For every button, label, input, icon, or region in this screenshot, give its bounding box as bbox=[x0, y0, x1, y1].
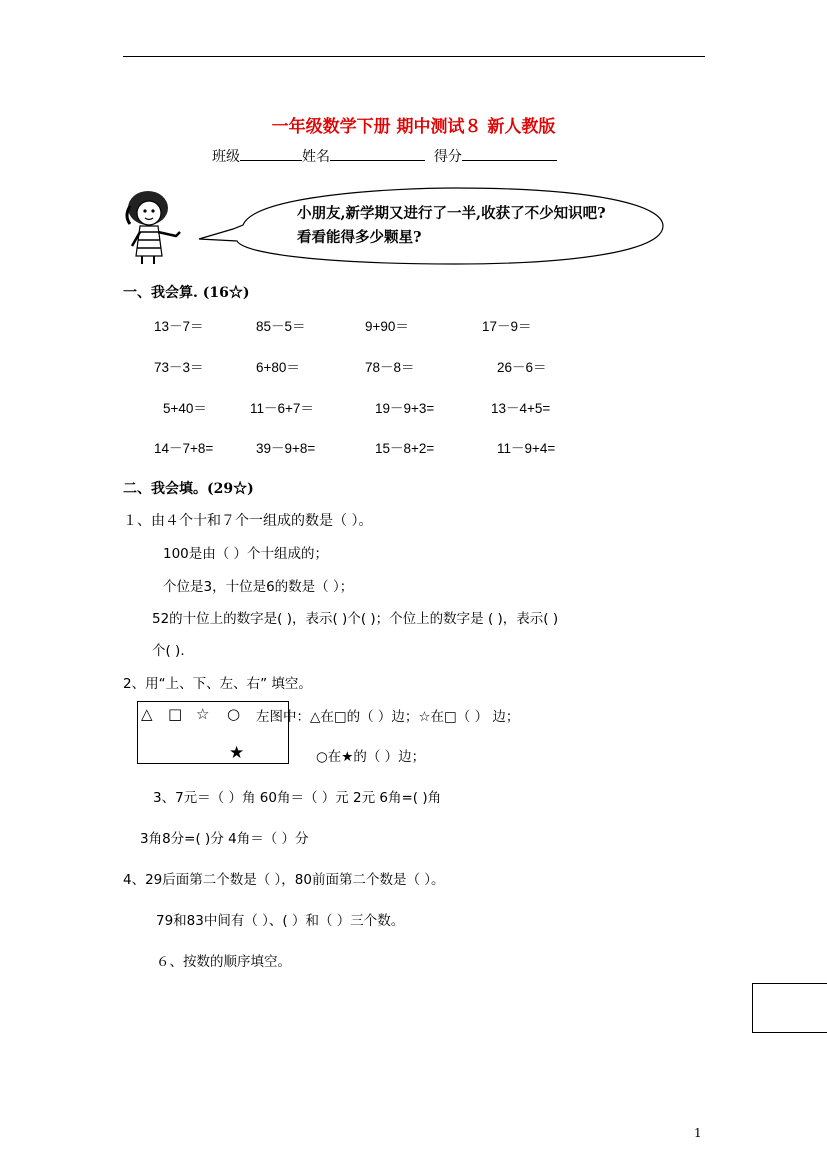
calc-item: 11－6+7＝ bbox=[250, 401, 314, 416]
triangle-icon: △ bbox=[141, 705, 153, 723]
question-1c: 52的十位上的数字是( )，表示( )个( )；个位上的数字是 ( )，表示( ) bbox=[152, 611, 559, 627]
question-2-line1: 左图中：△在□的（ ）边；☆在□（ ） 边； bbox=[256, 709, 520, 725]
score-corner-box bbox=[752, 983, 827, 1033]
calc-item: 11－9+4= bbox=[497, 441, 556, 456]
page-title: 一年级数学下册 期中测试８ 新人教版 bbox=[271, 117, 556, 137]
question-1d: 个( ). bbox=[152, 643, 185, 659]
calc-item: 73－3＝ bbox=[154, 360, 204, 375]
name-blank bbox=[330, 146, 425, 161]
question-2-line2: ○在★的（ ）边； bbox=[316, 749, 426, 765]
circle-icon: ○ bbox=[227, 705, 241, 723]
calc-item: 9+90＝ bbox=[365, 319, 409, 334]
page-number: 1 bbox=[694, 1126, 702, 1140]
question-4: 4、29后面第二个数是（ ），80前面第二个数是（ ）。 bbox=[123, 872, 445, 888]
question-3: 3、7元＝（ ）角 60角＝（ ）元 2元 6角=( )角 bbox=[153, 790, 442, 806]
calc-item: 17－9＝ bbox=[482, 319, 532, 334]
question-1a: 100是由（ ）个十组成的； bbox=[163, 546, 329, 562]
calc-item: 13－4+5= bbox=[491, 401, 551, 416]
calc-item: 14－7+8= bbox=[154, 441, 214, 456]
calc-item: 19－9+3= bbox=[375, 401, 435, 416]
question-6: ６、按数的顺序填空。 bbox=[156, 954, 291, 970]
square-icon: □ bbox=[168, 705, 183, 723]
question-4b: 79和83中间有（ ）、( ）和（ ）三个数。 bbox=[156, 913, 405, 929]
section2-heading: 二、我会填。(29☆) bbox=[123, 481, 254, 497]
calc-item: 85－5＝ bbox=[256, 319, 306, 334]
section1-heading: 一、我会算. (16☆) bbox=[123, 285, 250, 301]
calc-item: 5+40＝ bbox=[163, 401, 207, 416]
score-label: 得分 bbox=[433, 149, 462, 165]
question-3b: 3角8分=( )分 4角＝（ ）分 bbox=[140, 831, 309, 847]
score-blank bbox=[462, 146, 557, 161]
cartoon-girl-illustration bbox=[118, 186, 198, 266]
calc-item: 13－7＝ bbox=[154, 319, 204, 334]
calc-item: 39－9+8= bbox=[256, 441, 316, 456]
student-info-line bbox=[212, 146, 557, 166]
question-2: 2、用“上、下、左、右” 填空。 bbox=[123, 676, 312, 692]
calc-item: 15－8+2= bbox=[375, 441, 435, 456]
calc-item: 78－8＝ bbox=[365, 360, 415, 375]
header-rule bbox=[123, 56, 705, 57]
class-blank bbox=[240, 146, 302, 161]
star-outline-icon: ☆ bbox=[196, 705, 210, 723]
name-label: 姓名 bbox=[302, 149, 330, 165]
calc-item: 26－6＝ bbox=[497, 360, 547, 375]
question-1: １、由４个十和７个一组成的数是（ ）。 bbox=[123, 513, 373, 529]
question-1b: 个位是3，十位是6的数是（ ）； bbox=[163, 579, 354, 595]
star-filled-icon: ★ bbox=[229, 743, 245, 763]
calc-item: 6+80＝ bbox=[256, 360, 300, 375]
bubble-text: 小朋友,新学期又进行了一半,收获了不少知识吧?看看能得多少颗星? bbox=[297, 205, 606, 246]
class-label: 班级 bbox=[212, 149, 240, 165]
